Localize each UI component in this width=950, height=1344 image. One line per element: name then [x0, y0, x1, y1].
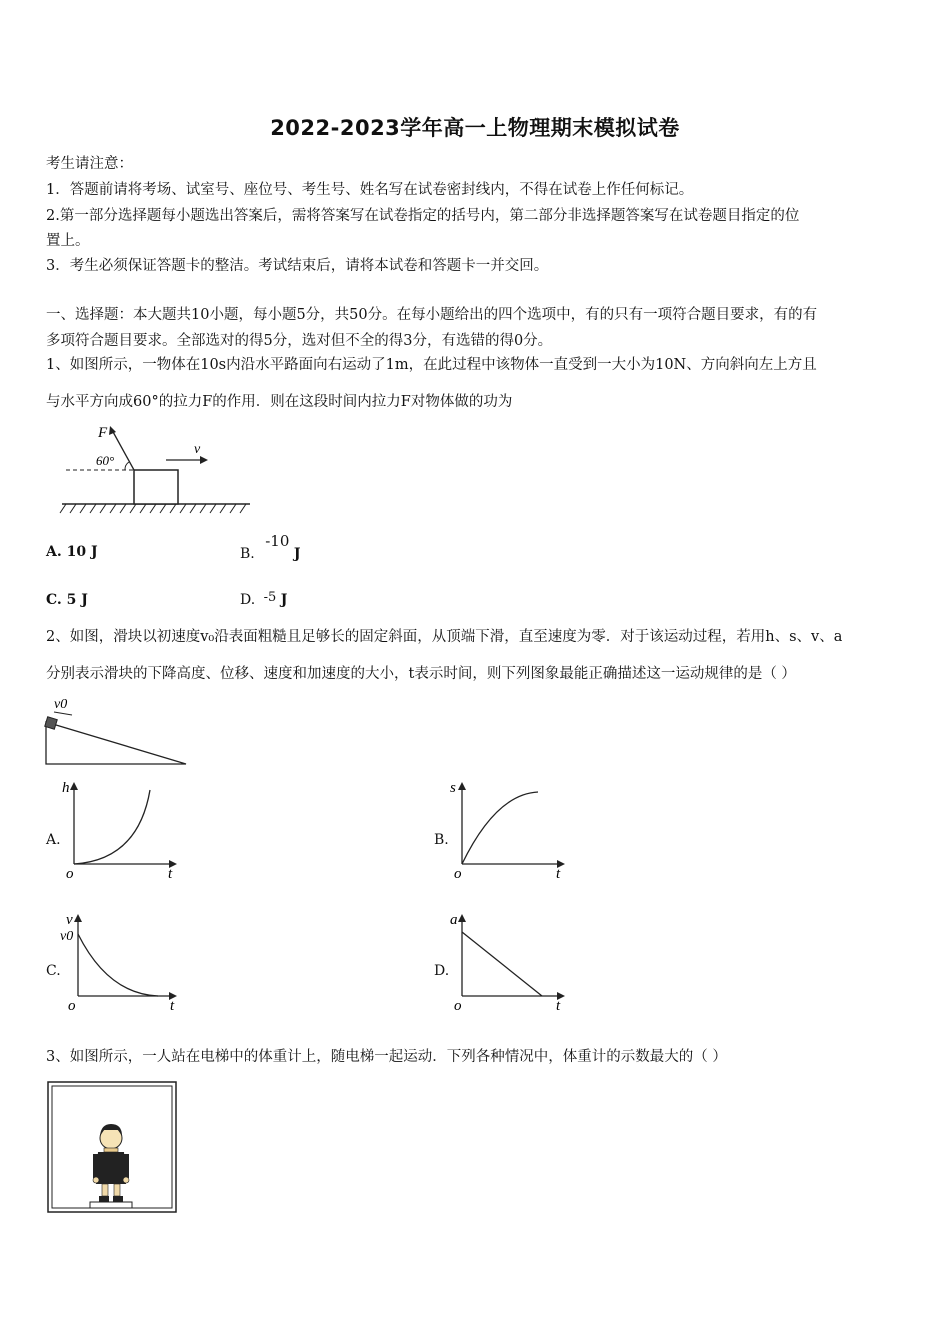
- q2-option-d-letter[interactable]: D.: [434, 963, 450, 979]
- force-label: F: [98, 425, 108, 441]
- graph-d-xlabel: t: [556, 998, 561, 1014]
- q1-option-b-unit: J: [293, 546, 301, 562]
- graph-a-origin: o: [66, 866, 74, 882]
- graph-b-curve: [462, 792, 538, 864]
- graph-a-ylabel: h: [62, 780, 70, 796]
- section1-instructions: 一、选择题：本大题共10小题，每小题5分，共50分。在每小题给出的四个选项中，有的只有一项符合题目要求，有的有: [46, 307, 818, 323]
- graph-c-xlabel: t: [170, 998, 175, 1014]
- notice-item-2-cont: 置上。: [46, 233, 90, 249]
- block: [134, 470, 178, 504]
- graph-c-ylabel: v: [66, 912, 73, 928]
- page-title: 2022-2023学年高一上物理期末模拟试卷: [270, 116, 680, 140]
- notice-item-2: 2.第一部分选择题每小题选出答案后，需将答案写在试卷指定的括号内，第二部分非选择题答案写在试卷题目指定的位: [46, 208, 800, 224]
- q1-option-a[interactable]: A. 10 J: [46, 544, 98, 560]
- graph-c-curve: [78, 934, 158, 996]
- q2-text-cont: 分别表示滑块的下降高度、位移、速度和加速度的大小，t表示时间，则下列图象最能正确描述这一运动规律的是（ ）: [46, 666, 796, 682]
- q2-text: 2、如图，滑块以初速度v₀沿表面粗糙且足够长的固定斜面，从顶端下滑，直至速度为零．对于该运动过程，若用h、s、v、a: [46, 629, 843, 645]
- q1-text: 1、如图所示，一物体在10s内沿水平路面向右运动了1m，在此过程中该物体一直受到一大小为10N、方向斜向左上方且: [46, 357, 817, 373]
- scale-icon: [90, 1202, 132, 1208]
- graph-c-origin: o: [68, 998, 76, 1014]
- q1-option-b-value: -10: [265, 532, 290, 550]
- q1-option-b-letter: B.: [240, 546, 255, 562]
- velocity-label: v: [194, 442, 201, 457]
- q1-option-d[interactable]: [240, 592, 287, 608]
- q1-option-c[interactable]: C. 5 J: [46, 592, 88, 608]
- q1-option-d-value: -5: [263, 590, 277, 605]
- q1-option-b[interactable]: [240, 532, 301, 562]
- graph-d-origin: o: [454, 998, 462, 1014]
- slider-block: [45, 717, 57, 729]
- graph-d-ylabel: a: [450, 912, 458, 928]
- graph-a-xlabel: t: [168, 866, 173, 882]
- q1-figure: [56, 420, 256, 520]
- force-arrow: [112, 430, 134, 470]
- graph-c-v0: v0: [60, 929, 74, 944]
- q1-option-d-letter: D.: [240, 592, 256, 608]
- graph-b-xlabel: t: [556, 866, 561, 882]
- q1-option-d-unit: J: [280, 592, 288, 608]
- notice-heading: 考生请注意：: [46, 156, 133, 172]
- q2-graph-b: [446, 772, 576, 882]
- angle-label: 60°: [96, 453, 115, 468]
- graph-b-ylabel: s: [450, 780, 456, 796]
- graph-b-origin: o: [454, 866, 462, 882]
- q2-graph-c: [58, 904, 188, 1014]
- q1-text-cont: 与水平方向成60°的拉力F的作用．则在这段时间内拉力F对物体做的功为: [46, 394, 513, 410]
- notice-item-1: 1．答题前请将考场、试室号、座位号、考生号、姓名写在试卷密封线内，不得在试卷上作任何标记。: [46, 182, 694, 198]
- section1-instructions-cont: 多项符合题目要求。全部选对的得5分，选对但不全的得3分，有选错的得0分。: [46, 333, 553, 349]
- q2-option-c-letter[interactable]: C.: [46, 963, 61, 979]
- q2-option-a-letter[interactable]: A.: [46, 832, 61, 848]
- notice-item-3: 3．考生必须保证答题卡的整洁。考试结束后，请将本试卷和答题卡一并交回。: [46, 258, 549, 274]
- q2-graph-a: [58, 772, 188, 882]
- q2-incline-figure: [42, 694, 192, 770]
- q2-graph-d: [446, 904, 576, 1014]
- graph-d-line: [462, 932, 542, 996]
- graph-a-curve: [74, 790, 150, 864]
- q2-option-b-letter[interactable]: B.: [434, 832, 449, 848]
- q3-text: 3、如图所示，一人站在电梯中的体重计上，随电梯一起运动．下列各种情况中，体重计的示数最大的（ ）: [46, 1049, 727, 1065]
- ground-hatching: [60, 504, 246, 513]
- incline-v0-label: v0: [54, 697, 68, 712]
- q3-elevator-figure: [46, 1078, 180, 1216]
